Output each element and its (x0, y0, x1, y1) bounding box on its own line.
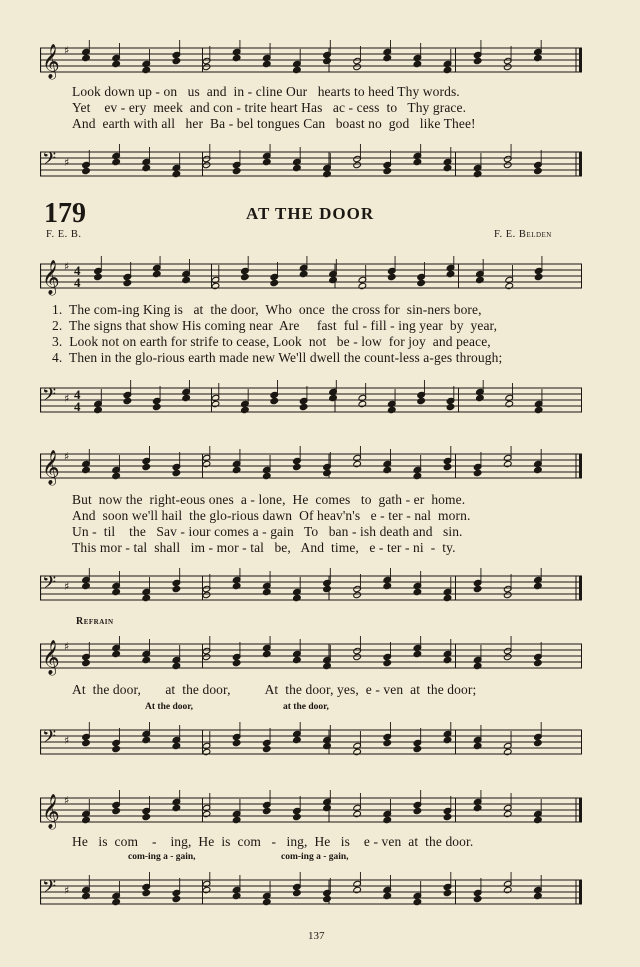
note-head (172, 585, 181, 592)
note-head (172, 469, 181, 476)
note-head (417, 279, 426, 286)
treble-clef: 𝄞 (42, 450, 60, 485)
note-head (202, 886, 211, 893)
note-head (473, 662, 482, 669)
note-head (152, 270, 161, 277)
note-head (443, 736, 452, 743)
stanza-line-6: And soon we'll hail the glo-rious dawn Of heav'n's e - ter - nal morn. (72, 508, 471, 523)
note-head (112, 588, 121, 595)
note-head (443, 889, 452, 896)
note-head (353, 591, 362, 598)
note-head (534, 406, 543, 413)
time-signature-top: 4 (74, 387, 81, 402)
top-lyric-line-2: Yet ev - ery meek and con - trite heart Has ac - cess to Thy grace. (72, 100, 467, 115)
note-head (293, 889, 302, 896)
note-head (323, 662, 332, 669)
note-head (262, 650, 271, 657)
system3-treble-staff (40, 636, 582, 676)
bass-clef: 𝄢 (42, 573, 57, 598)
note-head (82, 167, 91, 174)
note-head (142, 813, 151, 820)
note-head (293, 736, 302, 743)
stanza-line-7: Un - til the Sav - iour comes a - gain To ban - ish death and sin. (72, 524, 463, 539)
system1-bass-staff (40, 380, 582, 420)
note-head (503, 591, 512, 598)
words-credit: F. E. B. (46, 229, 82, 240)
note-head (413, 650, 422, 657)
note-head (358, 282, 367, 289)
note-head (413, 588, 422, 595)
note-head (82, 54, 91, 61)
note-head (142, 656, 151, 663)
note-head (383, 54, 392, 61)
note-head (413, 898, 422, 905)
system2-treble-staff (40, 446, 582, 486)
note-head (202, 591, 211, 598)
note-head (82, 582, 91, 589)
note-head (112, 158, 121, 165)
note-head (232, 892, 241, 899)
note-head (112, 650, 121, 657)
note-head (443, 813, 452, 820)
top-bass-staff (40, 144, 582, 184)
note-head (82, 816, 91, 823)
note-head (241, 406, 250, 413)
note-head (182, 394, 191, 401)
note-head (443, 66, 452, 73)
stanza-line-5: But now the right-eous ones a - lone, He comes to gath - er home. (72, 492, 466, 507)
refrain-echo-2a: com-ing a - gain, (128, 852, 196, 862)
note-head (383, 816, 392, 823)
note-head (241, 273, 250, 280)
note-head (353, 810, 362, 817)
sharp-sign: ♯ (64, 794, 70, 807)
note-head (172, 170, 181, 177)
note-head (353, 886, 362, 893)
note-head (270, 279, 279, 286)
note-head (505, 400, 514, 407)
refrain-echo-1b: at the door, (283, 702, 329, 712)
note-head (329, 276, 338, 283)
note-head (534, 816, 543, 823)
final-barline-thick (579, 48, 582, 72)
note-head (172, 662, 181, 669)
time-signature-bottom: 4 (74, 275, 81, 290)
note-head (534, 659, 543, 666)
note-head (142, 66, 151, 73)
note-head (94, 273, 103, 280)
stanza-line-3: 3. Look not on earth for strife to cease, Look not be - low for joy and peace, (52, 334, 491, 349)
system3-bass-staff (40, 722, 582, 762)
note-head (182, 276, 191, 283)
note-head (534, 582, 543, 589)
note-head (299, 403, 308, 410)
note-head (112, 60, 121, 67)
note-head (534, 739, 543, 746)
note-head (353, 653, 362, 660)
bass-clef: 𝄢 (42, 149, 57, 174)
note-head (476, 276, 485, 283)
sharp-sign: ♯ (64, 44, 70, 57)
note-head (123, 397, 132, 404)
note-head (476, 394, 485, 401)
note-head (172, 742, 181, 749)
final-barline-thick (579, 576, 582, 600)
note-head (413, 807, 422, 814)
note-head (232, 659, 241, 666)
final-barline-thick (579, 880, 582, 904)
bass-clef: 𝄢 (42, 877, 57, 902)
note-head (293, 463, 302, 470)
system4-bass-staff (40, 872, 582, 912)
sharp-sign: ♯ (64, 580, 70, 593)
note-head (293, 813, 302, 820)
note-head (262, 588, 271, 595)
refrain-label: Refrain (76, 616, 114, 627)
hymn-number: 179 (44, 198, 86, 229)
note-head (142, 889, 151, 896)
note-head (358, 400, 367, 407)
note-head (505, 282, 514, 289)
sharp-sign: ♯ (64, 450, 70, 463)
bass-clef: 𝄢 (42, 727, 57, 752)
note-head (232, 167, 241, 174)
note-head (142, 164, 151, 171)
note-head (232, 466, 241, 473)
note-head (473, 57, 482, 64)
note-head (383, 466, 392, 473)
note-head (232, 816, 241, 823)
note-head (211, 400, 220, 407)
note-head (503, 63, 512, 70)
note-head (353, 748, 362, 755)
note-head (172, 895, 181, 902)
note-head (329, 394, 338, 401)
note-head (112, 807, 121, 814)
note-head (232, 54, 241, 61)
note-head (323, 895, 332, 902)
top-lyric-line-1: Look down up - on us and in - cline Our hearts to heed Thy words. (72, 84, 460, 99)
system4-treble-staff (40, 790, 582, 830)
note-head (123, 279, 132, 286)
note-head (446, 270, 455, 277)
sharp-sign: ♯ (64, 392, 70, 405)
note-head (534, 892, 543, 899)
note-head (413, 158, 422, 165)
note-head (293, 164, 302, 171)
note-head (323, 170, 332, 177)
note-head (383, 167, 392, 174)
note-head (82, 659, 91, 666)
note-head (142, 594, 151, 601)
refrain-lyric-line-1: At the door, at the door, At the door, yes, e - ven at the door; (72, 682, 477, 697)
sharp-sign: ♯ (64, 640, 70, 653)
note-head (443, 656, 452, 663)
treble-clef: 𝄞 (42, 44, 60, 79)
note-head (323, 57, 332, 64)
note-head (353, 161, 362, 168)
page-number: 137 (308, 930, 325, 942)
note-head (323, 585, 332, 592)
note-head (473, 742, 482, 749)
note-head (534, 54, 543, 61)
note-head (323, 469, 332, 476)
top-lyric-line-3: And earth with all her Ba - bel tongues Can boast no god like Thee! (72, 116, 476, 131)
sharp-sign: ♯ (64, 260, 70, 273)
note-head (202, 460, 211, 467)
note-head (112, 898, 121, 905)
note-head (152, 403, 161, 410)
refrain-echo-2b: com-ing a - gain, (281, 852, 349, 862)
time-signature-bottom: 4 (74, 399, 81, 414)
note-head (82, 466, 91, 473)
note-head (383, 892, 392, 899)
note-head (473, 895, 482, 902)
note-head (112, 472, 121, 479)
final-barline-thick (579, 454, 582, 478)
note-head (383, 739, 392, 746)
stanza-line-2: 2. The signs that show His coming near Are fast ful - fill - ing year by year, (52, 318, 498, 333)
note-head (446, 403, 455, 410)
note-head (323, 804, 332, 811)
system1-treble-staff (40, 256, 582, 296)
note-head (262, 745, 271, 752)
note-head (232, 739, 241, 746)
note-head (387, 406, 396, 413)
sharp-sign: ♯ (64, 884, 70, 897)
music-credit: F. E. Belden (494, 229, 552, 240)
note-head (112, 745, 121, 752)
note-head (413, 472, 422, 479)
note-head (503, 161, 512, 168)
note-head (323, 742, 332, 749)
note-head (172, 57, 181, 64)
note-head (232, 582, 241, 589)
time-signature-top: 4 (74, 263, 81, 278)
note-head (172, 804, 181, 811)
hymn-title: AT THE DOOR (246, 204, 375, 223)
note-head (202, 161, 211, 168)
note-head (262, 898, 271, 905)
treble-clef: 𝄞 (42, 640, 60, 675)
note-head (202, 748, 211, 755)
note-head (202, 63, 211, 70)
sharp-sign: ♯ (64, 734, 70, 747)
note-head (142, 463, 151, 470)
note-head (262, 472, 271, 479)
note-head (503, 748, 512, 755)
refrain-echo-1a: At the door, (145, 702, 193, 712)
note-head (413, 745, 422, 752)
top-treble-staff (40, 40, 582, 80)
note-head (262, 60, 271, 67)
note-head (262, 807, 271, 814)
note-head (270, 397, 279, 404)
treble-clef: 𝄞 (42, 260, 60, 295)
note-head (503, 653, 512, 660)
refrain-lyric-line-2: He is com - ing, He is com - ing, He is e - ven at the door. (72, 834, 474, 849)
note-head (293, 656, 302, 663)
note-head (443, 463, 452, 470)
note-head (473, 585, 482, 592)
note-head (353, 460, 362, 467)
note-head (202, 653, 211, 660)
note-head (387, 273, 396, 280)
bass-clef: 𝄢 (42, 385, 57, 410)
note-head (503, 886, 512, 893)
note-head (534, 466, 543, 473)
sharp-sign: ♯ (64, 156, 70, 169)
stanza-line-4: 4. Then in the glo-rious earth made new We'll dwell the count-less a-ges through; (52, 350, 503, 365)
note-head (262, 158, 271, 165)
note-head (473, 469, 482, 476)
note-head (383, 582, 392, 589)
note-head (211, 282, 220, 289)
note-head (417, 397, 426, 404)
note-head (503, 810, 512, 817)
note-head (473, 804, 482, 811)
note-head (202, 810, 211, 817)
stanza-line-1: 1. The com-ing King is at the door, Who once the cross for sin-ners bore, (52, 302, 482, 317)
note-head (413, 60, 422, 67)
stanza-line-8: This mor - tal shall im - mor - tal be, And time, e - ter - ni - ty. (72, 540, 456, 555)
note-head (293, 594, 302, 601)
treble-clef: 𝄞 (42, 794, 60, 829)
note-head (443, 594, 452, 601)
note-head (353, 63, 362, 70)
note-head (443, 164, 452, 171)
note-head (473, 170, 482, 177)
final-barline-thick (579, 798, 582, 822)
final-barline-thick (579, 152, 582, 176)
system2-bass-staff (40, 568, 582, 608)
note-head (383, 659, 392, 666)
note-head (94, 406, 103, 413)
note-head (503, 460, 512, 467)
note-head (299, 270, 308, 277)
note-head (142, 736, 151, 743)
note-head (534, 273, 543, 280)
note-head (82, 892, 91, 899)
note-head (293, 66, 302, 73)
note-head (82, 739, 91, 746)
note-head (534, 167, 543, 174)
